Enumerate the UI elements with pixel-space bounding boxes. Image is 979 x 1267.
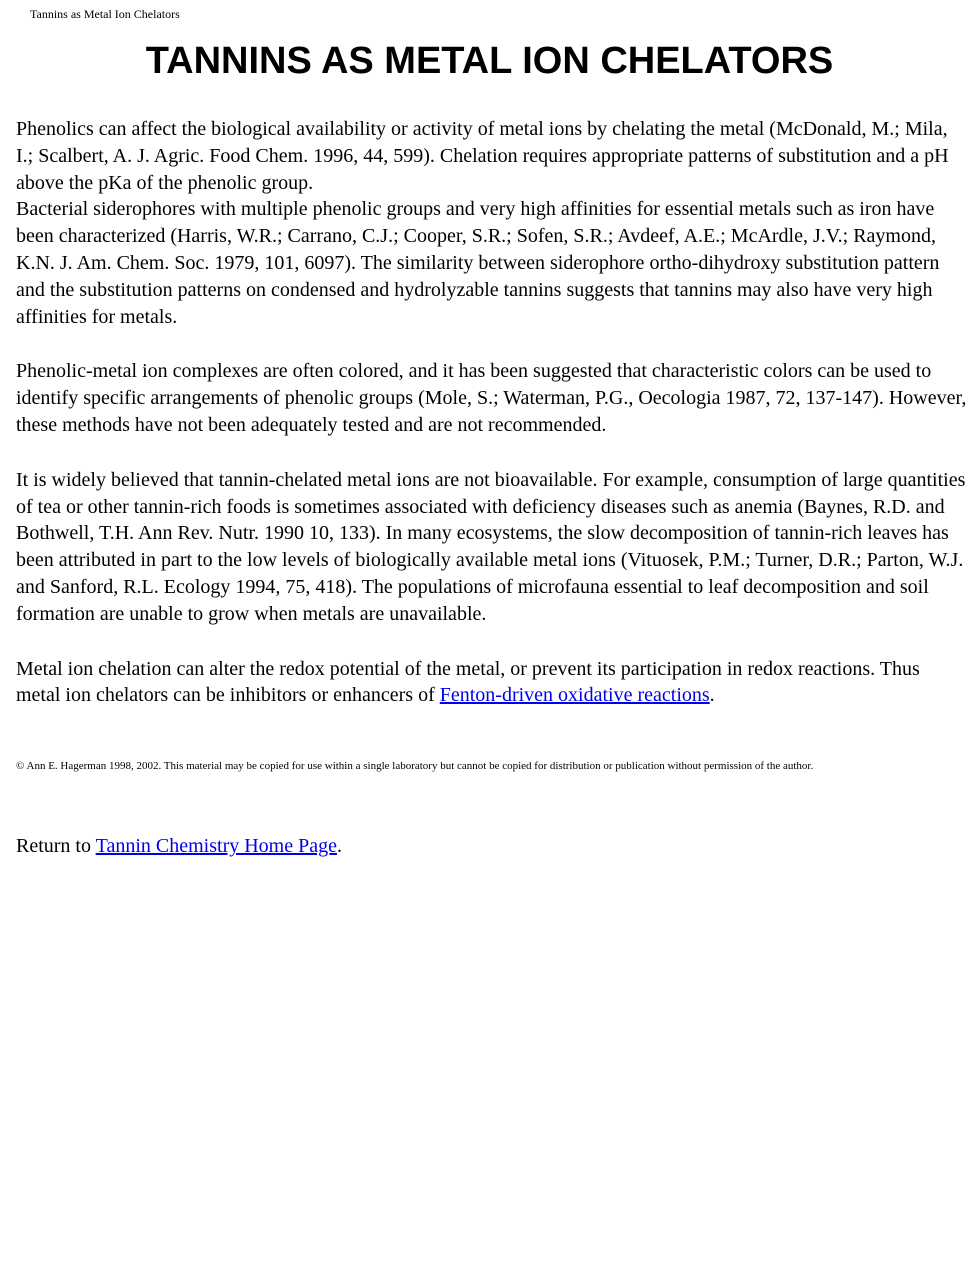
redox-text: Metal ion chelation can alter the redox potential of the metal, or prevent its participation in redox reactions. Thus metal ion chelators can be inhibitors or enhancers of — [16, 657, 920, 707]
paragraph-siderophores: Bacterial siderophores with multiple phenolic groups and very high affinities for essential metals such as iron have been characterized (Harris, W.R.; Carrano, C.J.; Cooper, S.R.; Sofen, S.R.; Avdeef, A.E.; McArdle, J.V.; Raymond, K.N. J. Am. Chem. Soc. 1979, 101, 6097). The similarity between siderophore ortho-dihydroxy substitution pattern and the substitution patterns on condensed and hydrolyzable tannins suggests that tannins may also have very high affinities for metals. — [16, 198, 940, 328]
return-text: Return to — [16, 835, 96, 858]
return-line — [16, 833, 968, 860]
copyright-notice: © Ann E. Hagerman 1998, 2002. This material may be copied for use within a single laboratory but cannot be copied for distribution or publication without permission of the author. — [16, 760, 814, 773]
paragraph-chelation-intro: Phenolics can affect the biological availability or activity of metal ions by chelating the metal (McDonald, M.; Mila, I.; Scalbert, A. J. Agric. Food Chem. 1996, 44, 599). Chelation requires appropriate patterns of substitution and a pH above the pKa of the phenolic group. — [16, 118, 949, 194]
paragraph-colored-complexes: Phenolic-metal ion complexes are often colored, and it has been suggested that characteristic colors can be used to identify specific arrangements of phenolic groups (Mole, S.; Waterman, P.G., Oecologia 1987, 72, 137-147). However, these methods have not been adequately tested and are not recommended. — [16, 360, 967, 436]
page-title: TANNINS AS METAL ION CHELATORS — [145, 40, 834, 82]
paragraph-bioavailability: It is widely believed that tannin-chelated metal ions are not bioavailable. For example, consumption of large quantities of tea or other tannin-rich foods is sometimes associated with deficiency diseases such as anemia (Baynes, R.D. and Bothwell, T.H. Ann Rev. Nutr. 1990 10, 133). In many ecosystems, the slow decomposition of tannin-rich leaves has been attributed in part to the low levels of biologically available metal ions (Vituosek, P.M.; Turner, D.R.; Parton, W.J. and Sanford, R.L. Ecology 1994, 75, 418). The populations of microfauna essential to leaf decomposition and soil formation are unable to grow when metals are unavailable. — [16, 468, 966, 625]
redox-period: . — [709, 684, 715, 707]
paragraph-redox — [16, 656, 968, 710]
article-body — [16, 116, 968, 860]
return-period: . — [336, 835, 342, 858]
home-page-link[interactable]: Tannin Chemistry Home Page — [95, 835, 337, 858]
fenton-reactions-link[interactable]: Fenton-driven oxidative reactions — [439, 684, 710, 707]
running-header: Tannins as Metal Ion Chelators — [30, 7, 180, 21]
